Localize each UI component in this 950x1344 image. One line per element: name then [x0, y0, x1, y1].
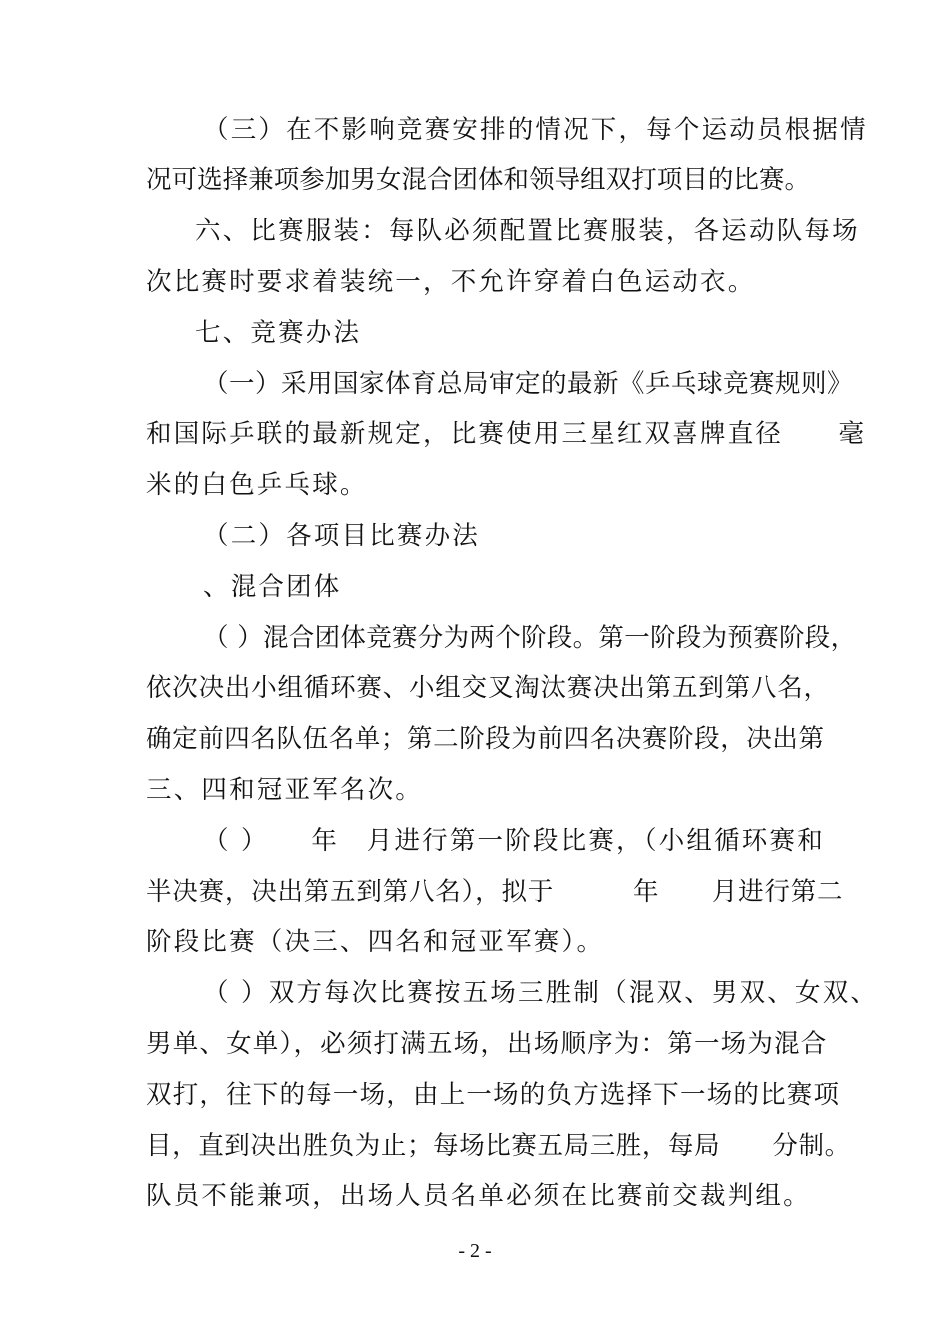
text-line: （ ）混合团体竞赛分为两个阶段。第一阶段为预赛阶段，: [203, 623, 857, 653]
text-line: 队员不能兼项，出场人员名单必须在比赛前交裁判组。: [146, 1181, 811, 1211]
text-line: （三）在不影响竞赛安排的情况下，每个运动员根据情: [203, 115, 868, 145]
text-line: 男单、女单），必须打满五场，出场顺序为：第一场为混合: [146, 1029, 828, 1059]
text-line: 次比赛时要求着装统一，不允许穿着白色运动衣。: [146, 267, 756, 297]
text-line: （一）采用国家体育总局审定的最新《乒乓球竞赛规则》: [203, 369, 854, 399]
subsection-heading: 、混合团体: [203, 572, 342, 602]
text-line: 半决赛，决出第五到第八名），拟于 年 月进行第二: [146, 877, 844, 907]
text-line: 况可选择兼项参加男女混合团体和领导组双打项目的比赛。: [146, 165, 810, 195]
text-line: 阶段比赛（决三、四名和冠亚军赛）。: [146, 927, 605, 957]
subsection-heading: （二）各项目比赛办法: [203, 521, 481, 551]
text-line: 双打，往下的每一场，由上一场的负方选择下一场的比赛项: [146, 1080, 841, 1110]
text-line: 六、比赛服装：每队必须配置比赛服装，各运动队每场: [195, 216, 860, 246]
text-line: 确定前四名队伍名单；第二阶段为前四名决赛阶段，决出第: [146, 724, 825, 754]
section-heading: 七、竞赛办法: [195, 318, 362, 348]
text-line: 目，直到决出胜负为止；每场比赛五局三胜，每局 分制。: [146, 1131, 851, 1161]
text-line: 米的白色乒乓球。: [146, 470, 368, 500]
text-line: 和国际乒联的最新规定，比赛使用三星红双喜牌直径 毫: [146, 419, 867, 449]
text-line: （ ） 年 月进行第一阶段比赛，（小组循环赛和: [203, 826, 825, 856]
text-line: 三、四和冠亚军名次。: [146, 775, 424, 805]
text-line: 依次决出小组循环赛、小组交叉淘汰赛决出第五到第八名，: [146, 673, 830, 703]
text-line: （ ）双方每次比赛按五场三胜制（混双、男双、女双、: [203, 978, 879, 1008]
page-number: - 2 -: [458, 1240, 492, 1262]
